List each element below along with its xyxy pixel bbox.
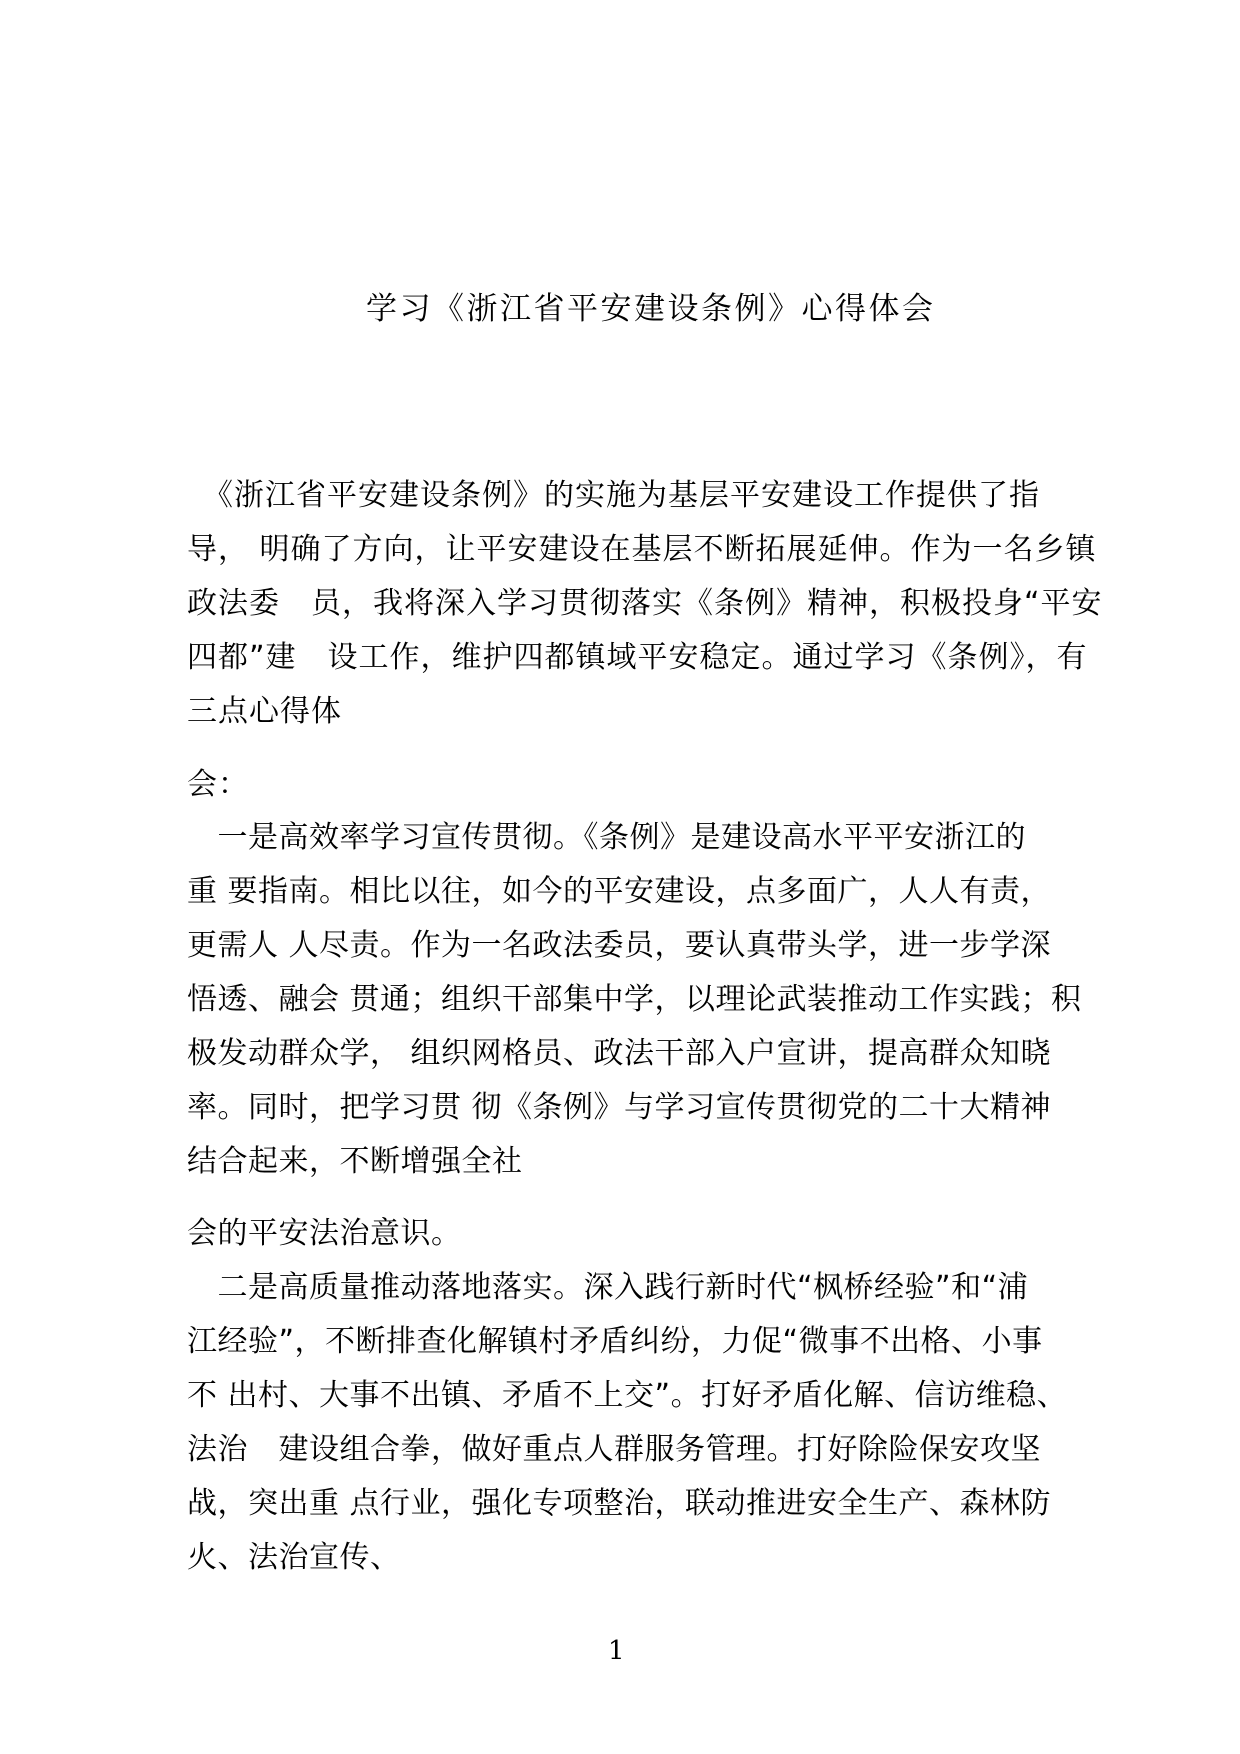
paragraph-line: 法治 建设组合拳，做好重点人群服务管理。打好除险保安攻坚 — [187, 1432, 1041, 1467]
paragraph-line: 悟透、融会 贯通；组织干部集中学，以理论武装推动工作实践；积 — [187, 982, 1082, 1017]
paragraph-line: 火、法治宣传、 — [187, 1540, 401, 1575]
paragraph-line: 极发动群众学， 组织网格员、政法干部入户宣讲，提高群众知晓 — [187, 1036, 1052, 1071]
page-number: 1 — [608, 1636, 625, 1666]
paragraph-line: 《浙江省平安建设条例》的实施为基层平安建设工作提供了指 — [187, 478, 1040, 513]
paragraph-line: 不 出村、大事不出镇、矛盾不上交”。打好矛盾化解、信访维稳、 — [187, 1378, 1068, 1413]
paragraph-line: 更需人 人尽责。作为一名政法委员，要认真带头学，进一步学深 — [187, 928, 1052, 963]
paragraph-line: 重 要指南。相比以往，如今的平安建设，点多面广，人人有责， — [187, 874, 1052, 909]
paragraph-line: 率。同时，把学习贯 彻《条例》与学习宣传贯彻党的二十大精神 — [187, 1090, 1052, 1125]
paragraph-line: 四都”建 设工作，维护四都镇域平安稳定。通过学习《条例》，有 — [187, 640, 1088, 675]
paragraph-line: 二是高质量推动落地落实。深入践行新时代“枫桥经验”和“浦 — [187, 1270, 1029, 1305]
paragraph-line: 江经验”，不断排查化解镇村矛盾纠纷，力促“微事不出格、小事 — [187, 1324, 1043, 1359]
paragraph-line: 会的平安法治意识。 — [187, 1216, 462, 1251]
paragraph-line: 结合起来，不断增强全社 — [187, 1144, 523, 1179]
document-title: 学习《浙江省平安建设条例》心得体会 — [366, 291, 936, 327]
paragraph-line: 三点心得体 — [187, 694, 342, 729]
paragraph-line: 一是高效率学习宣传贯彻。《条例》是建设高水平平安浙江的 — [187, 820, 1026, 855]
paragraph-line: 会： — [187, 767, 249, 802]
paragraph-line: 战，突出重 点行业，强化专项整治，联动推进安全生产、森林防 — [187, 1486, 1052, 1521]
paragraph-line: 政法委 员，我将深入学习贯彻落实《条例》精神，积极投身“平安 — [187, 586, 1103, 621]
paragraph-line: 导， 明确了方向，让平安建设在基层不断拓展延伸。作为一名乡镇 — [187, 532, 1097, 567]
